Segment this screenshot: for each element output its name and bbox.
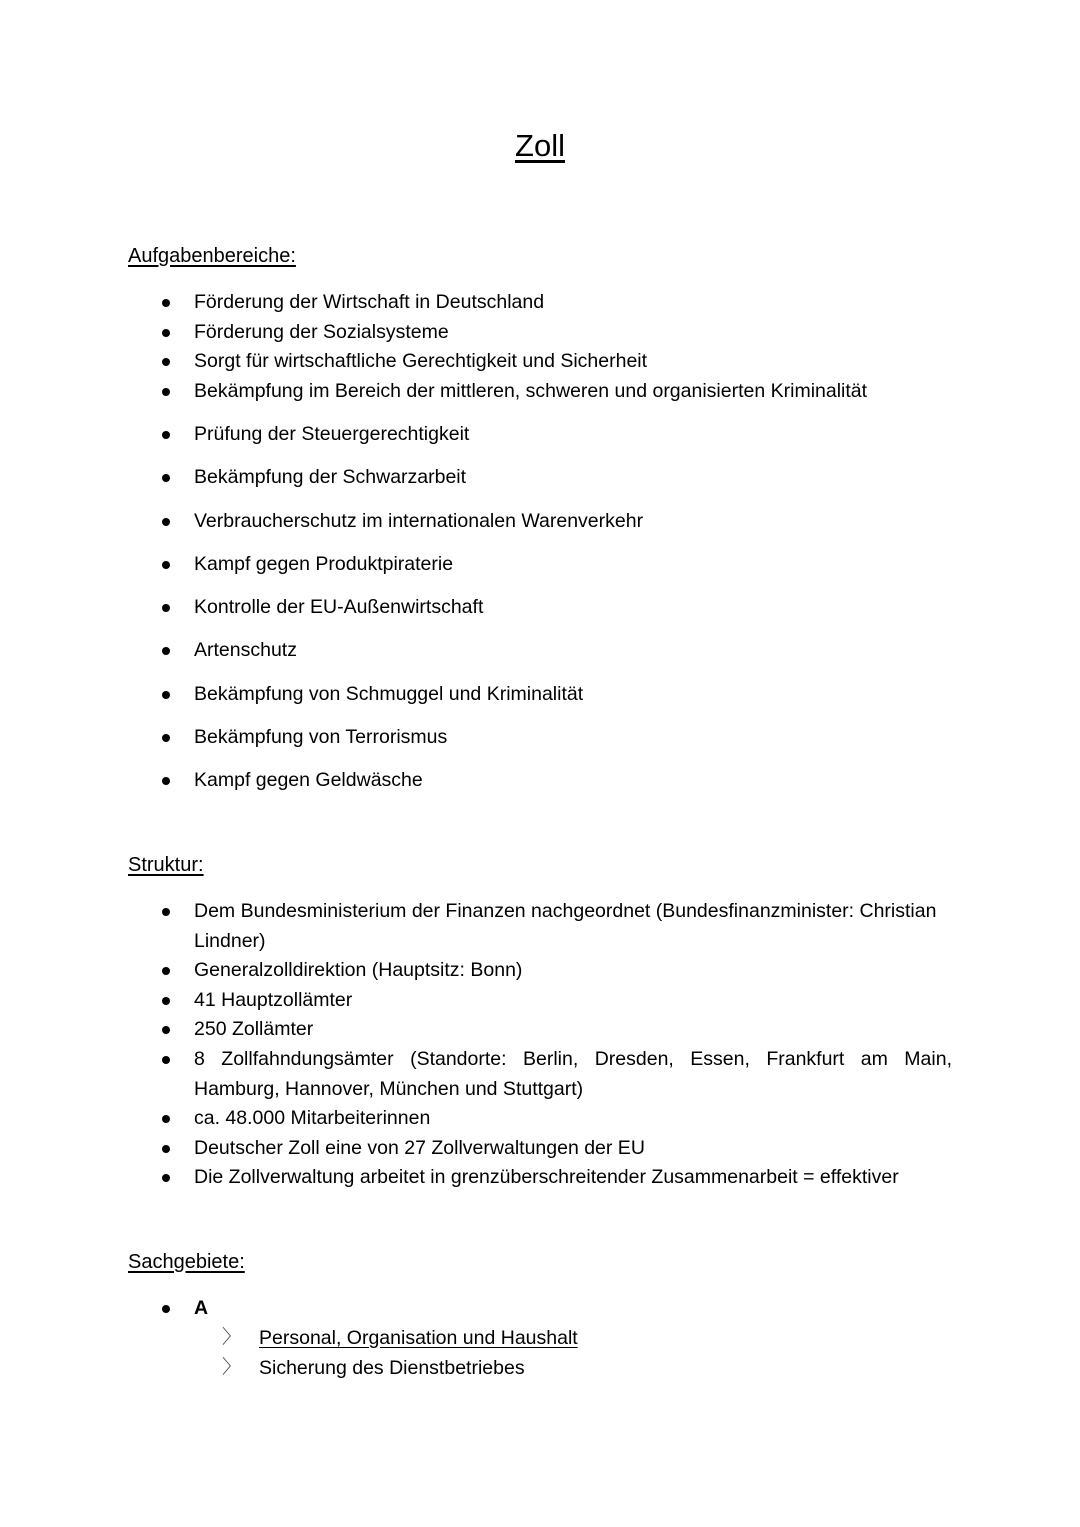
page-title: Zoll xyxy=(515,128,565,163)
aufgaben-list-tight xyxy=(160,288,960,406)
sub-list-item xyxy=(222,1353,578,1383)
list-item: Kampf gegen Produktpiraterie xyxy=(160,550,960,580)
section-heading-sachgebiete: Sachgebiete: xyxy=(128,1251,245,1273)
struktur-list xyxy=(160,897,952,1193)
list-item: 41 Hauptzollämter xyxy=(160,986,952,1016)
sachgebiete-list xyxy=(160,1294,960,1324)
list-item: ca. 48.000 Mitarbeiterinnen xyxy=(160,1104,952,1134)
sub-list-item-label: Sicherung des Dienstbetriebes xyxy=(259,1357,525,1379)
list-item-group-label: A xyxy=(160,1294,960,1324)
list-item: Artenschutz xyxy=(160,636,960,666)
chevron-right-icon: 〉 xyxy=(222,1357,242,1378)
list-item: Förderung der Wirtschaft in Deutschland xyxy=(160,288,960,318)
list-item: Deutscher Zoll eine von 27 Zollverwaltungen der EU xyxy=(160,1134,952,1164)
sub-list-item xyxy=(222,1323,578,1353)
section-heading-struktur: Struktur: xyxy=(128,854,204,876)
chevron-right-icon: 〉 xyxy=(222,1327,242,1348)
list-item: Bekämpfung von Terrorismus xyxy=(160,723,960,753)
list-item: 8 Zollfahndungsämter (Standorte: Berlin, Dresden, Essen, Frankfurt am Main, Hamburg, Hannover, München und Stuttgart) xyxy=(160,1045,952,1104)
list-item: Kampf gegen Geldwäsche xyxy=(160,766,960,796)
list-item: 250 Zollämter xyxy=(160,1015,952,1045)
list-item: Generalzolldirektion (Hauptsitz: Bonn) xyxy=(160,956,952,986)
list-item: Förderung der Sozialsysteme xyxy=(160,318,960,348)
list-item: Prüfung der Steuergerechtigkeit xyxy=(160,420,960,450)
list-item: Dem Bundesministerium der Finanzen nachgeordnet (Bundesfinanzminister: Christian Lindner) xyxy=(160,897,952,956)
list-item: Bekämpfung der Schwarzarbeit xyxy=(160,463,960,493)
list-item: Sorgt für wirtschaftliche Gerechtigkeit und Sicherheit xyxy=(160,347,960,377)
aufgaben-list-spaced xyxy=(160,420,960,810)
sachgebiete-sublist xyxy=(222,1323,578,1383)
list-item: Bekämpfung von Schmuggel und Kriminalität xyxy=(160,680,960,710)
list-item: Kontrolle der EU-Außenwirtschaft xyxy=(160,593,960,623)
list-item: Die Zollverwaltung arbeitet in grenzüberschreitender Zusammenarbeit = effektiver xyxy=(160,1163,952,1193)
section-heading-aufgaben: Aufgabenbereiche: xyxy=(128,245,296,267)
list-item: Bekämpfung im Bereich der mittleren, schweren und organisierten Kriminalität xyxy=(160,377,960,407)
list-item: Verbraucherschutz im internationalen Warenverkehr xyxy=(160,507,960,537)
sub-list-item-label: Personal, Organisation und Haushalt xyxy=(259,1327,578,1349)
